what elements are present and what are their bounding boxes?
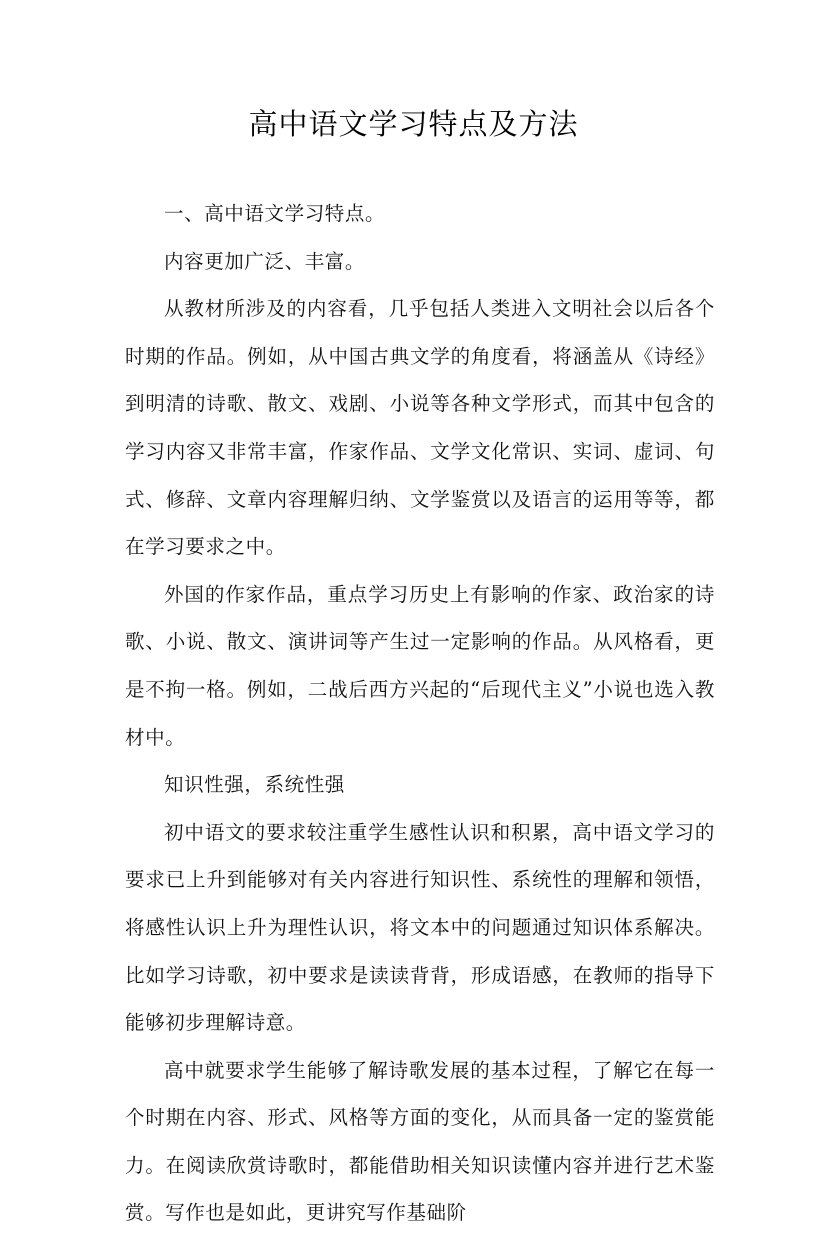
subheading: 内容更加广泛、丰富。: [164, 249, 366, 273]
paragraph: 从教材所涉及的内容看，几乎包括人类进入文明社会以后各个时期的作品。例如，从中国古典文学的角度看，将涵盖从《诗经》到明清的诗歌、散文、戏剧、小说等各种文学形式，而其中包含的学习内容又非常丰富，作家作品、文学文化常识、实词、虚词、句式、修辞、文章内容理解归纳、文学鉴赏以及语言的运用等等，都在学习要求之中。: [125, 297, 715, 559]
section-heading: 一、高中语文学习特点。: [164, 202, 386, 225]
subheading: 知识性强，系统性强: [164, 773, 345, 797]
document-body: [125, 190, 715, 1237]
paragraph: 高中就要求学生能够了解诗歌发展的基本过程，了解它在每一个时期在内容、形式、风格等方面的变化，从而具备一定的鉴赏能力。在阅读欣赏诗歌时，都能借助相关知识读懂内容并进行艺术鉴赏。写作也是如此，更讲究写作基础阶: [125, 1058, 715, 1225]
document-title: 高中语文学习特点及方法: [248, 107, 579, 141]
paragraph: 外国的作家作品，重点学习历史上有影响的作家、政治家的诗歌、小说、散文、演讲词等产生过一定影响的作品。从风格看，更是不拘一格。例如，二战后西方兴起的“后现代主义”小说也选入教材中。: [125, 582, 715, 749]
paragraph: 初中语文的要求较注重学生感性认识和积累，高中语文学习的要求已上升到能够对有关内容进行知识性、系统性的理解和领悟，将感性认识上升为理性认识，将文本中的问题通过知识体系解决。比如学习诗歌，初中要求是读读背背，形成语感，在教师的指导下能够初步理解诗意。: [125, 820, 715, 1035]
